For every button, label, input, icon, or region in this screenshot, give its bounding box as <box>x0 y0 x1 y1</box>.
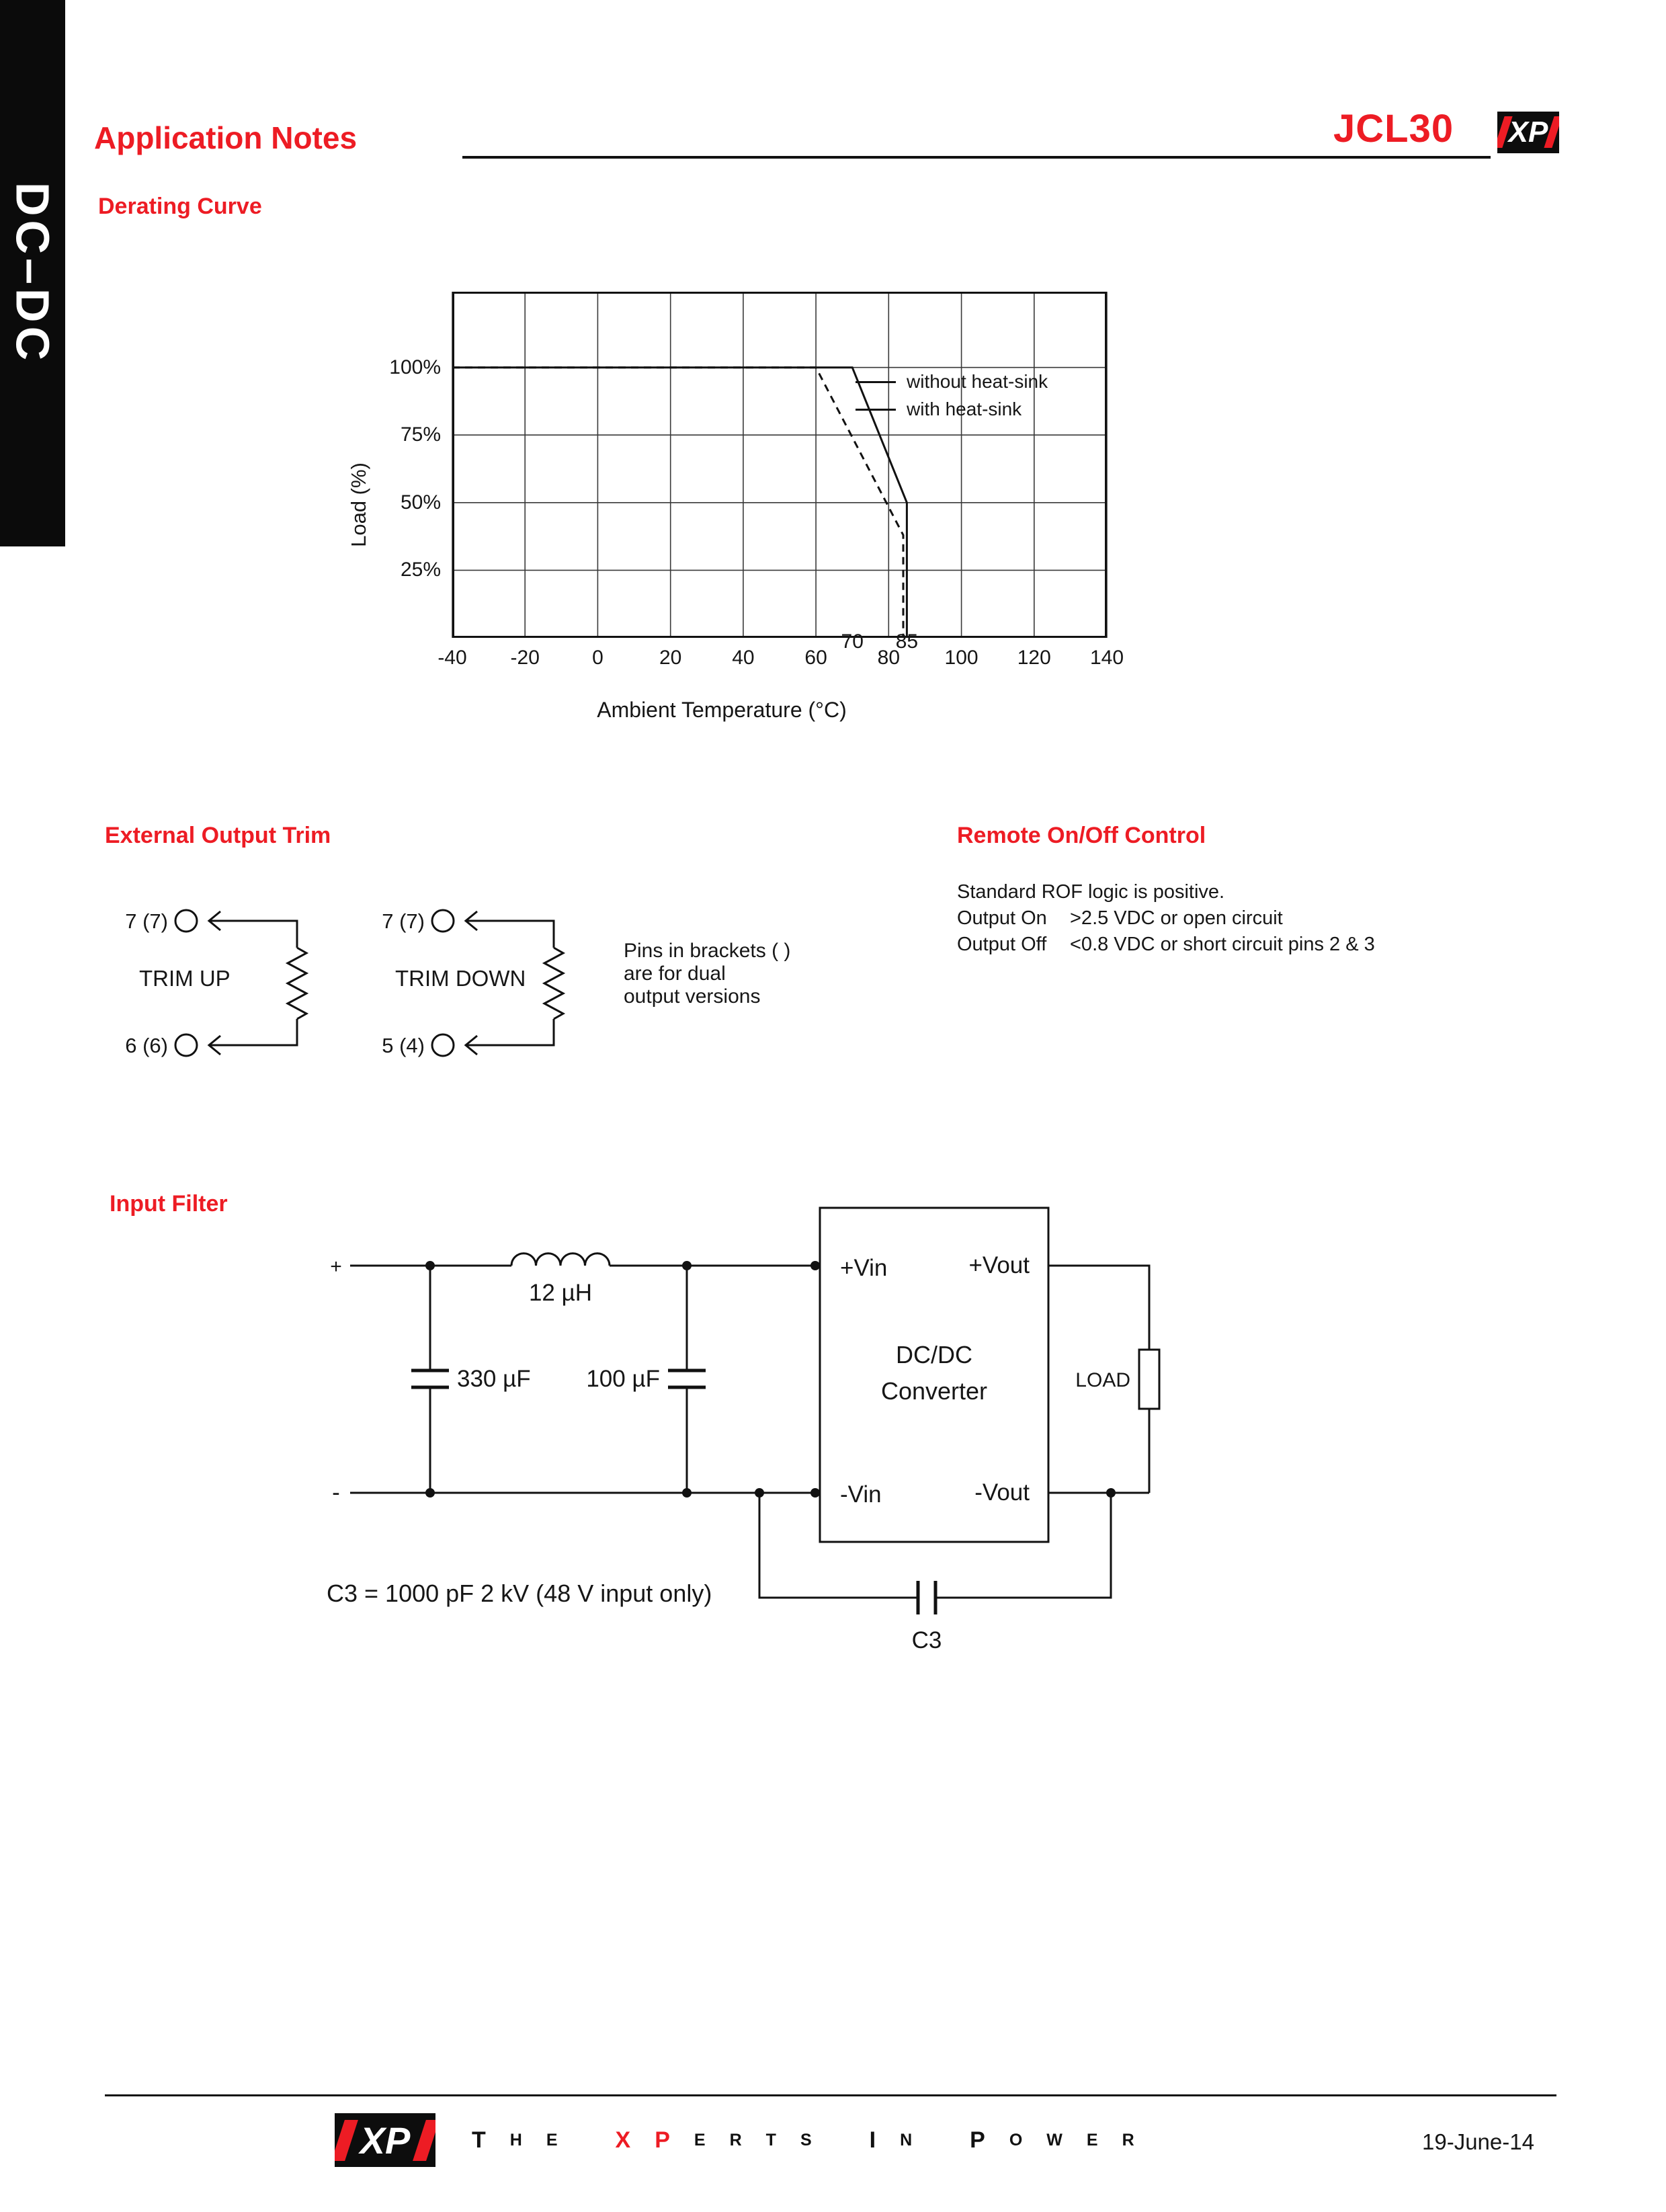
wire <box>210 1019 297 1045</box>
footer-rule <box>105 2094 1556 2096</box>
tagline-letter: O <box>1009 2130 1023 2149</box>
output-on-label: Output On <box>957 907 1047 929</box>
logo-text: XP <box>360 2119 411 2162</box>
tagline-letter: I <box>869 2127 876 2153</box>
header-rule <box>462 156 1491 159</box>
trim-note-line: Pins in brackets ( ) <box>624 940 791 962</box>
legend-row <box>856 370 1048 394</box>
chart-legend <box>856 370 1048 421</box>
c3-note: C3 = 1000 pF 2 kV (48 V input only) <box>327 1580 712 1607</box>
x-tick-label: 20 <box>659 647 682 669</box>
converter-label-line2: Converter <box>880 1377 988 1405</box>
x-axis-title: Ambient Temperature (°C) <box>597 698 847 722</box>
trim-down-circuit <box>382 909 563 1057</box>
tagline-letter: W <box>1046 2130 1063 2149</box>
x-tick-minor-label: 70 <box>841 630 864 653</box>
logo-red-accent-right <box>413 2120 435 2161</box>
tagline-letter: E <box>1086 2130 1098 2149</box>
cap2-value: 100 µF <box>586 1366 660 1392</box>
vin-neg-label: -Vin <box>840 1481 882 1508</box>
pin-circle <box>175 910 197 932</box>
junction-dot <box>810 1261 820 1270</box>
y-axis-title: Load (%) <box>347 462 370 547</box>
remote-on-off-heading: Remote On/Off Control <box>957 823 1206 848</box>
footer-tagline <box>472 2119 1159 2162</box>
cap2-symbol <box>668 1370 706 1387</box>
junction-dot <box>682 1488 692 1498</box>
inductor-symbol <box>511 1254 610 1266</box>
y-tick-label: 100% <box>389 356 441 378</box>
x-tick-label: -20 <box>510 647 540 669</box>
tagline-letter: H <box>509 2130 522 2149</box>
tagline-letter: X <box>615 2127 631 2153</box>
remote-output-on-row <box>957 905 1375 932</box>
output-off-value: <0.8 VDC or short circuit pins 2 & 3 <box>1070 934 1375 955</box>
tagline-letter: T <box>765 2130 776 2149</box>
c3-capacitor-symbol <box>918 1581 935 1614</box>
remote-logic-line: Standard ROF logic is positive. <box>957 881 1225 903</box>
footer-xp-logo <box>335 2113 435 2167</box>
y-tick-label: 50% <box>400 491 441 514</box>
tagline-letter: T <box>472 2127 486 2153</box>
logo-text: XP <box>1508 116 1548 149</box>
tagline-letter: P <box>970 2127 985 2153</box>
trim-note-line: output versions <box>624 985 761 1008</box>
pin-circle <box>432 910 454 932</box>
resistor-symbol <box>288 948 306 1019</box>
legend-row <box>856 397 1048 421</box>
trim-circuits-diagram <box>101 894 706 1082</box>
tagline-letter: E <box>546 2130 558 2149</box>
trim-down-label: TRIM DOWN <box>395 966 526 991</box>
product-name: JCL30 <box>1333 107 1454 151</box>
y-tick-label: 25% <box>400 559 441 581</box>
x-tick-label: 60 <box>804 647 827 669</box>
tagline-letter: R <box>1122 2130 1134 2149</box>
output-off-label: Output Off <box>957 934 1047 955</box>
trim-note <box>624 940 790 1008</box>
junction-dot <box>682 1261 692 1270</box>
junction-dot <box>755 1488 764 1498</box>
page-title: Application Notes <box>94 120 358 155</box>
output-on-value: >2.5 VDC or open circuit <box>1070 907 1283 929</box>
trim-up-circuit <box>125 909 306 1057</box>
footer-date: 19-June-14 <box>1422 2129 1534 2154</box>
remote-output-off-row <box>957 932 1375 958</box>
c3-label: C3 <box>911 1627 942 1653</box>
y-tick-label: 75% <box>400 423 441 446</box>
load-label: LOAD <box>1075 1369 1130 1391</box>
remote-on-off-text <box>957 879 1375 958</box>
x-tick-label: 0 <box>592 647 603 669</box>
junction-dot <box>425 1488 435 1498</box>
trim-up-label: TRIM UP <box>139 966 231 991</box>
wire <box>467 921 554 948</box>
tagline-letter: E <box>694 2130 706 2149</box>
derating-chart-plot-area <box>452 292 1107 638</box>
wire <box>467 1019 554 1045</box>
input-filter-heading: Input Filter <box>110 1191 228 1217</box>
plot-border <box>454 293 1106 637</box>
junction-dot <box>1106 1488 1116 1498</box>
tagline-letter: S <box>800 2130 812 2149</box>
plus-terminal-label: + <box>330 1256 342 1278</box>
trim-up-bottom-pin: 6 (6) <box>125 1034 168 1057</box>
vout-pos-label: +Vout <box>968 1252 1030 1278</box>
trim-up-top-pin: 7 (7) <box>125 909 168 933</box>
trim-note-line: are for dual <box>624 962 726 985</box>
external-output-trim-heading: External Output Trim <box>105 823 331 848</box>
input-filter-diagram <box>309 1196 1190 1667</box>
x-tick-label: -40 <box>438 647 467 669</box>
load-resistor-symbol <box>1139 1350 1159 1409</box>
junction-dot <box>425 1261 435 1270</box>
x-tick-label: 100 <box>944 647 978 669</box>
cap1-symbol <box>411 1370 449 1387</box>
xp-logo <box>1497 112 1559 153</box>
vin-pos-label: +Vin <box>840 1255 888 1281</box>
logo-red-accent-left <box>335 2120 358 2161</box>
legend-label: without heat-sink <box>907 371 1048 392</box>
x-tick-minor-label: 85 <box>895 630 919 653</box>
converter-label-line1: DC/DC <box>896 1341 972 1368</box>
trim-down-bottom-pin: 5 (4) <box>382 1034 425 1057</box>
side-tab-label: DC–DC <box>6 181 59 365</box>
derating-curve-heading: Derating Curve <box>98 194 262 219</box>
vout-neg-label: -Vout <box>974 1479 1030 1506</box>
cap1-value: 330 µF <box>457 1366 531 1392</box>
tagline-letter: R <box>729 2130 742 2149</box>
pin-circle <box>175 1034 197 1056</box>
tagline-letter: N <box>900 2130 913 2149</box>
legend-label: with heat-sink <box>907 399 1022 419</box>
x-tick-label: 40 <box>732 647 755 669</box>
minus-terminal-label: - <box>332 1479 340 1506</box>
junction-dot <box>810 1488 820 1498</box>
tagline-letter: P <box>655 2127 670 2153</box>
x-tick-label: 80 <box>877 647 901 669</box>
inductor-value: 12 µH <box>528 1280 593 1306</box>
wire <box>210 921 297 948</box>
legend-line-sample <box>856 409 896 411</box>
x-tick-label: 120 <box>1017 647 1051 669</box>
dc-dc-side-tab <box>0 0 65 546</box>
resistor-symbol <box>544 948 563 1019</box>
pin-circle <box>432 1034 454 1056</box>
x-tick-label: 140 <box>1089 647 1124 669</box>
legend-line-sample <box>856 381 896 383</box>
trim-down-top-pin: 7 (7) <box>382 909 425 933</box>
